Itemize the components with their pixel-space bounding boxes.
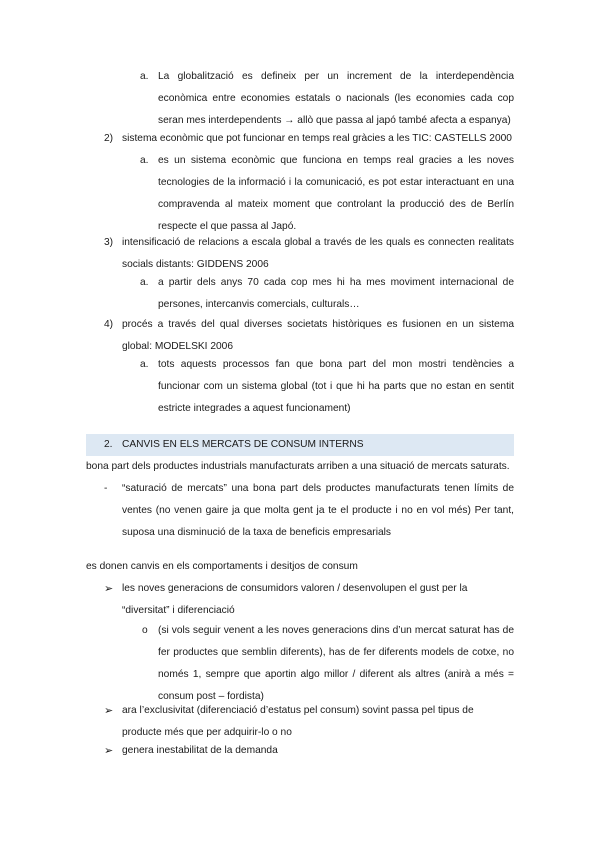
dash-marker: -: [104, 483, 108, 494]
arrow-bullet-icon: ➢: [104, 583, 114, 595]
list-item-text: es un sistema econòmic que funciona en temps real gracies a les noves tecnologies de la informació i la comunicació, es pot estar interactuant en una compravenda al mateix moment que controlant la producció des de Berlín respecte el que passa al Japó.: [158, 155, 514, 232]
list-item-text: La globalització es defineix per un increment de la interdependència econòmica entre economies estatals o nacionals (les economies cada cop seran mes interdependents → allò que passa al japó també afecta a espanya): [158, 71, 514, 126]
list-item-text: tots aquests processos fan que bona part del mon mostri tendències a funcionar com un sistema global (tot i que hi ha parts que no estan en sentit estricte integrades a aquest funcionament): [158, 359, 514, 414]
list-item-text: procés a través del qual diverses societats històriques es fusionen en un sistema global: MODELSKI 2006: [122, 319, 514, 352]
section-number: 2.: [104, 439, 113, 450]
list-item-text: ara l’exclusivitat (diferenciació d’estatus pel consum) sovint passa pel tipus de producte més que per adquirir-lo o no: [122, 705, 474, 738]
list-item-text: les noves generacions de consumidors valoren / desenvolupen el gust per la “diversitat” i diferenciació: [122, 583, 468, 616]
list-marker: 2): [104, 133, 114, 144]
list-marker: 3): [104, 237, 114, 248]
list-item-text: genera inestabilitat de la demanda: [122, 745, 278, 756]
arrow-bullet-icon: ➢: [104, 705, 114, 717]
list-item-text: a partir dels anys 70 cada cop mes hi ha mes moviment internacional de persones, intercanvis comercials, culturals…: [158, 277, 514, 310]
list-item-text: intensificació de relacions a escala global a través de les quals es connecten realitats socials distants: GIDDENS 2006: [122, 237, 514, 270]
section-title: CANVIS EN ELS MERCATS DE CONSUM INTERNS: [122, 439, 364, 450]
list-marker: a.: [140, 155, 149, 166]
arrow-bullet-icon: ➢: [104, 745, 114, 757]
list-marker: o: [142, 625, 148, 636]
list-item-text: “saturació de mercats” una bona part dels productes manufacturats tenen límits de ventes (no venen gaire ja que molta gent ja te el producte i no en vol més) Per tant, suposa una disminució de la taxa de beneficis empresarials: [122, 483, 514, 538]
list-marker: 4): [104, 319, 114, 330]
list-marker: a.: [140, 359, 149, 370]
list-item-text: sistema econòmic que pot funcionar en temps real gràcies a les TIC: CASTELLS 2000: [122, 133, 512, 144]
paragraph: es donen canvis en els comportaments i desitjos de consum: [86, 561, 358, 572]
list-marker: a.: [140, 71, 149, 82]
list-item-text: (si vols seguir venent a les noves generacions dins d’un mercat saturat has de fer productes que semblin diferents), has de fer diferents models de cotxe, no només 1, sempre que aportin algo millor / diferent als altres (anirà a més = consum post – fordista): [158, 625, 514, 702]
list-marker: a.: [140, 277, 149, 288]
paragraph: bona part dels productes industrials manufacturats arriben a una situació de mercats saturats.: [86, 461, 510, 472]
